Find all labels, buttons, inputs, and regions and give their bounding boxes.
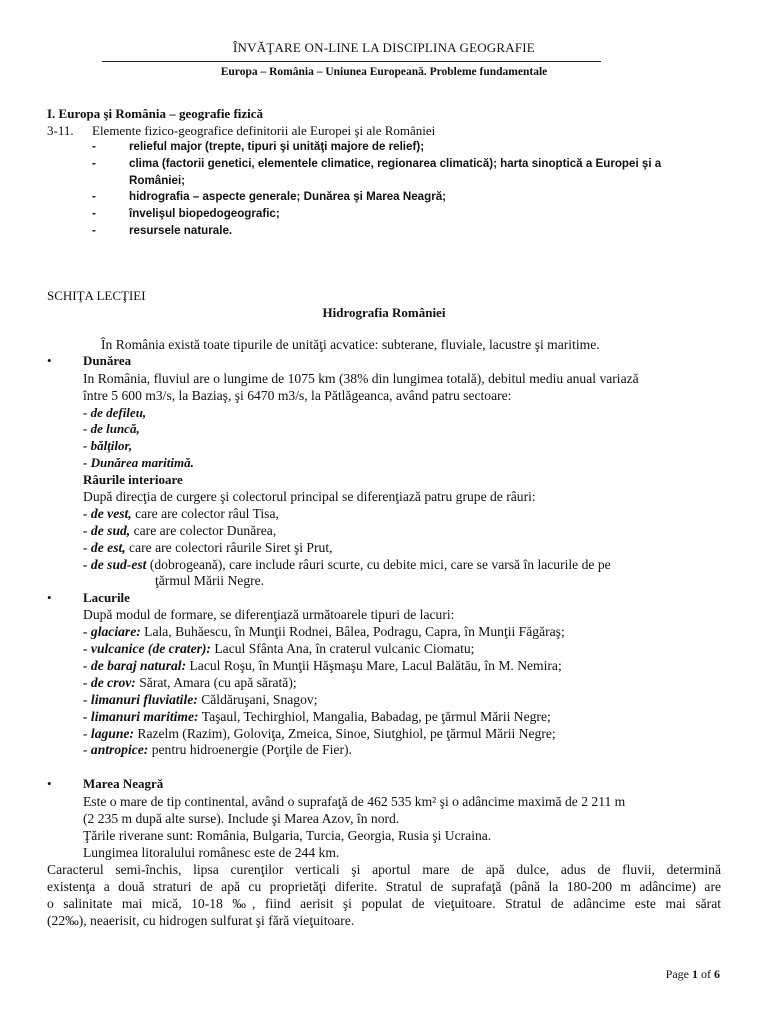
- lacurile-intro: După modul de formare, se diferenţiază următoarele tipuri de lacuri:: [83, 607, 455, 622]
- marea-text: Lungimea litoralului românesc este de 244 km.: [83, 845, 340, 860]
- page-counter: Page 1 of 6: [665, 967, 720, 981]
- lake-type: - lagune: Razelm (Razim), Goloviţa, Zmeica, Sinoe, Siutghiol, pe ţărmul Mării Negre;: [83, 726, 556, 741]
- marea-paragraph-line: existenţa a două straturi de apă cu proprietăţi diferite. Stratul de suprafaţă (până la 180-200 m adâncime) are: [47, 879, 721, 894]
- dunarea-text: In România, fluviul are o lungime de 1075 km (38% din lungimea totală), debitul mediu anual variază: [83, 371, 639, 386]
- list-dash: -: [92, 157, 96, 170]
- rauri-group: - de sud-est (dobrogeană), care include râuri scurte, cu debite mici, care se varsă în lacurile de pe: [83, 557, 611, 572]
- sector-item: - bălţilor,: [83, 438, 133, 453]
- header-subtitle: Europa – România – Uniunea Europeană. Probleme fundamentale: [220, 66, 548, 78]
- rauri-intro: După direcţia de curgere şi colectorul principal se diferenţiază patru grupe de râuri:: [83, 489, 536, 504]
- bullet-icon: •: [47, 353, 52, 368]
- rauri-heading: Râurile interioare: [83, 472, 183, 487]
- list-item: hidrografia – aspecte generale; Dunărea şi Marea Neagră;: [129, 190, 447, 203]
- marea-text: (2 235 m după alte surse). Include şi Marea Azov, în nord.: [83, 811, 400, 826]
- lake-type: - vulcanice (de crater): Lacul Sfânta Ana, în craterul vulcanic Ciomatu;: [83, 641, 475, 656]
- section-number: 3-11.: [47, 123, 74, 138]
- marea-text: Este o mare de tip continental, având o suprafaţă de 462 535 km² şi o adâncime maximă de 2 211 m: [83, 794, 626, 809]
- lake-type: - de baraj natural: Lacul Roşu, în Munţii Hăşmaşu Mare, Lacul Balătău, în M. Nemira;: [83, 658, 562, 673]
- rauri-group: - de vest, care are colector râul Tisa,: [83, 506, 279, 521]
- list-item: resursele naturale.: [129, 224, 233, 237]
- list-item: clima (factorii genetici, elementele climatice, regionarea climatică); harta sinoptică a Europei şi a: [129, 157, 662, 170]
- lake-type: - glaciare: Lala, Buhăescu, în Munţii Rodnei, Bâlea, Podragu, Capra, în Munţii Făgăraş;: [83, 624, 565, 639]
- marea-paragraph-line: o salinitate mai mică, 10-18 ‰, fiind aerisit şi populat de vieţuitoare. Stratul de adâncime este mai sărat: [47, 896, 721, 911]
- lacurile-heading: Lacurile: [83, 590, 130, 605]
- list-item: relieful major (trepte, tipuri şi unităţi majore de relief);: [129, 140, 425, 153]
- list-dash: -: [92, 224, 96, 237]
- sector-item: - de luncă,: [83, 421, 140, 436]
- dunarea-text: între 5 600 m3/s, la Baziaş, şi 6470 m3/s, la Pătlăgeanca, având patru sectoare:: [83, 388, 512, 403]
- bullet-icon: •: [47, 590, 52, 605]
- intro-paragraph: În România există toate tipurile de unităţi acvatice: subterane, fluviale, lacustre şi maritime.: [101, 337, 600, 352]
- list-dash: -: [92, 140, 96, 153]
- section-heading: I. Europa şi România – geografie fizică: [47, 106, 264, 121]
- dunarea-heading: Dunărea: [83, 353, 132, 368]
- rauri-group-continuation: ţărmul Mării Negre.: [155, 573, 265, 588]
- lesson-label: SCHIŢA LECŢIEI: [47, 288, 146, 303]
- header-divider: [102, 61, 601, 62]
- header-title: ÎNVĂŢARE ON-LINE LA DISCIPLINA GEOGRAFIE: [233, 40, 535, 55]
- sector-item: - Dunărea maritimă.: [83, 455, 194, 470]
- list-item: învelişul biopedogeografic;: [129, 207, 280, 220]
- list-dash: -: [92, 190, 96, 203]
- lesson-title: Hidrografia României: [322, 305, 446, 320]
- section-lead: Elemente fizico-geografice definitorii ale Europei şi ale României: [92, 123, 436, 138]
- marea-text: Ţările riverane sunt: România, Bulgaria, Turcia, Georgia, Rusia şi Ucraina.: [83, 828, 492, 843]
- marea-paragraph-line: Caracterul semi-închis, lipsa curenţilor verticali şi aportul mare de apă dulce, adus de fluvii, determină: [47, 862, 721, 877]
- sector-item: - de defileu,: [83, 405, 147, 420]
- list-item-continuation: României;: [129, 174, 186, 187]
- marea-heading: Marea Neagră: [83, 776, 164, 791]
- lake-type: - limanuri maritime: Taşaul, Techirghiol, Mangalia, Babadag, pe ţărmul Mării Negre;: [83, 709, 551, 724]
- bullet-icon: •: [47, 776, 52, 791]
- lake-type: - de crov: Sărat, Amara (cu apă sărată);: [83, 675, 297, 690]
- rauri-group: - de est, care are colectori râurile Siret şi Prut,: [83, 540, 333, 555]
- lake-type: - limanuri fluviatile: Căldăruşani, Snagov;: [83, 692, 318, 707]
- list-dash: -: [92, 207, 96, 220]
- lake-type: - antropice: pentru hidroenergie (Porţile de Fier).: [83, 742, 352, 757]
- rauri-group: - de sud, care are colector Dunărea,: [83, 523, 277, 538]
- marea-paragraph-line: (22‰), neaerisit, cu hidrogen sulfurat şi fără vieţuitoare.: [47, 913, 355, 928]
